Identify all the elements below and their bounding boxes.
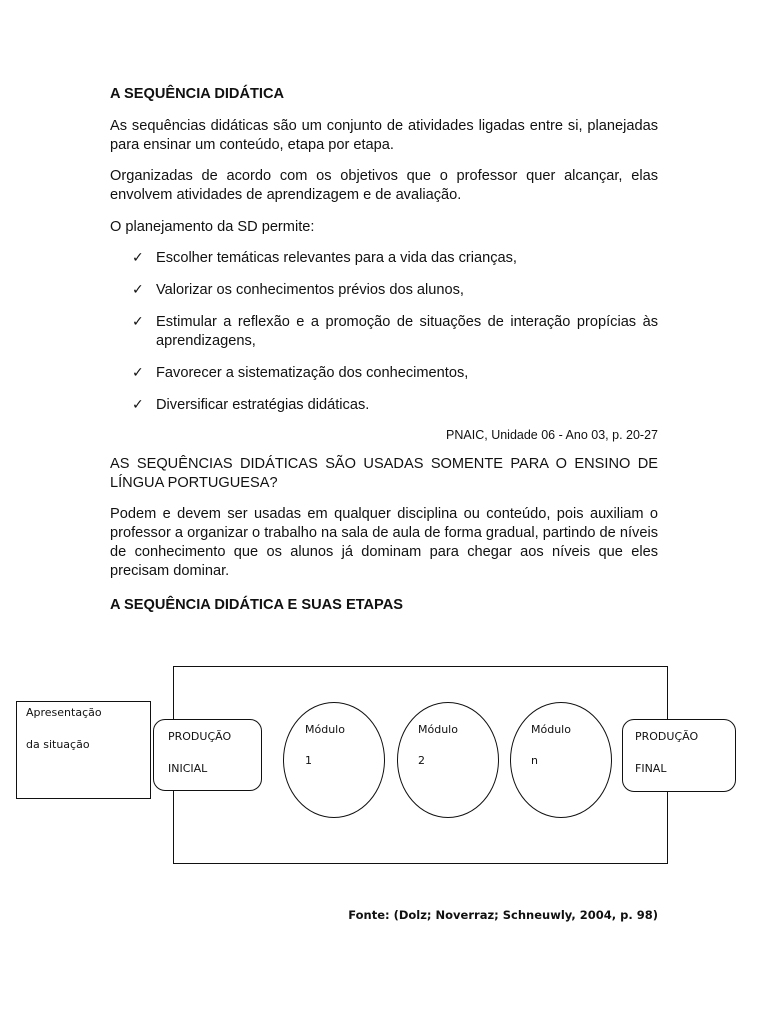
checklist [110,249,658,428]
question-heading: AS SEQUÊNCIAS DIDÁTICAS SÃO USADAS SOMENTE PARA O ENSINO DE LÍNGUA PORTUGUESA? [110,456,658,491]
section-title: A SEQUÊNCIA DIDÁTICA [110,86,285,102]
planning-paragraph: O planejamento da SD permite: [110,219,315,235]
final-production-box: PRODUÇÃO FINAL [622,719,736,792]
initial-production-box: PRODUÇÃO INICIAL [153,719,262,791]
list-item: ✓ Escolher temáticas relevantes para a vida das crianças, [132,250,517,266]
checkmark-icon: ✓ [132,282,144,298]
list-item: ✓ Valorizar os conhecimentos prévios dos alunos, [132,282,464,298]
checkmark-icon: ✓ [132,365,144,381]
diagram-title: A SEQUÊNCIA DIDÁTICA E SUAS ETAPAS [110,597,403,613]
module-1-oval: Módulo 1 [283,702,385,818]
intro-paragraph: As sequências didáticas são um conjunto de atividades ligadas entre si, planejadas para ensinar um conteúdo, etapa por etapa. [110,118,658,153]
diagram-source: Fonte: (Dolz; Noverraz; Schneuwly, 2004, p. 98) [348,908,658,922]
module-2-oval: Módulo 2 [397,702,499,818]
list-item: ✓ Diversificar estratégias didáticas. [132,397,370,413]
answer-paragraph: Podem e devem ser usadas em qualquer disciplina ou conteúdo, pois auxiliam o professor a organizar o trabalho na sala de aula de forma gradual, partindo de níveis de conhecimento que os alunos já dominam para chegar aos níveis que eles precisam dominar. [110,506,658,579]
list-item: ✓ Estimular a reflexão e a promoção de situações de interação propícias às aprendizagens, [132,314,658,349]
module-n-oval: Módulo n [510,702,612,818]
checkmark-icon: ✓ [132,397,144,413]
checkmark-icon: ✓ [132,314,144,330]
objectives-paragraph: Organizadas de acordo com os objetivos que o professor quer alcançar, elas envolvem atividades de aprendizagem e de avaliação. [110,168,658,203]
checkmark-icon: ✓ [132,250,144,266]
list-item: ✓ Favorecer a sistematização dos conhecimentos, [132,365,469,381]
citation: PNAIC, Unidade 06 - Ano 03, p. 20-27 [446,428,658,442]
presentation-box: Apresentação da situação [16,701,151,799]
